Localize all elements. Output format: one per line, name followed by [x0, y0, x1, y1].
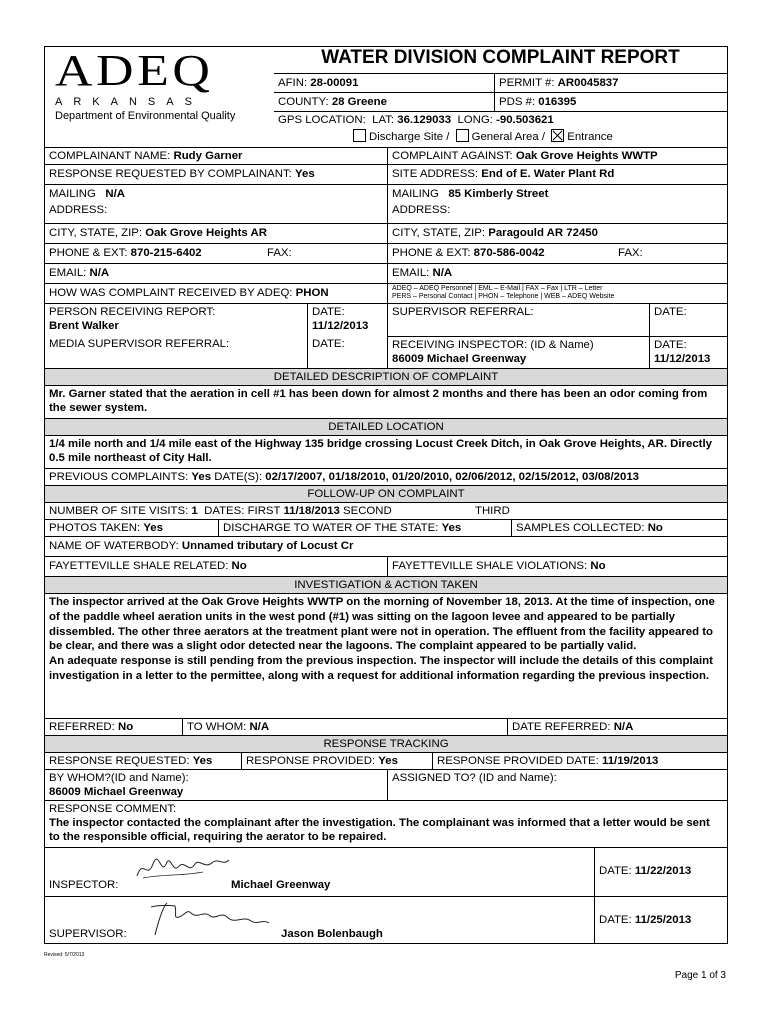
- photos-value: Yes: [143, 522, 163, 534]
- photos-label: PHOTOS TAKEN:: [49, 522, 141, 534]
- afin-value: 28-00091: [310, 77, 359, 89]
- received-row: [45, 283, 727, 303]
- assigned-to-label: ASSIGNED TO? (ID and Name):: [392, 772, 557, 784]
- revised-date: Revised: 5/7/2013: [44, 952, 85, 958]
- complainant-row: [45, 147, 727, 164]
- fax-label: FAX:: [267, 247, 292, 259]
- visits-label: NUMBER OF SITE VISITS:: [49, 505, 189, 517]
- phone-label: PHONE & EXT:: [392, 247, 471, 259]
- provided-date-value: 11/19/2013: [602, 755, 659, 767]
- response-requested-value: Yes: [192, 755, 213, 767]
- response-requested-label: RESPONSE REQUESTED BY COMPLAINANT:: [49, 168, 292, 180]
- section-title: INVESTIGATION & ACTION TAKEN: [294, 579, 478, 591]
- investigation-text-2: An adequate response is still pending from the previous inspection. The inspector will include the details of this complaint investigation in a letter to the permittee, along with a request for additional information regarding the previous inspection.: [49, 655, 713, 682]
- complainant-csz: Oak Grove Heights AR: [145, 227, 267, 239]
- waterbody-value: Unnamed tributary of Locust Cr: [181, 540, 354, 552]
- lat-value: 36.129033: [397, 114, 452, 126]
- header-info: [274, 47, 727, 147]
- shale-row: [45, 556, 727, 576]
- supervisor-referral-label: SUPERVISOR REFERRAL:: [392, 306, 534, 318]
- against-phone: 870-586-0042: [473, 247, 545, 259]
- comment-text: The inspector contacted the complainant after the investigation. The complainant was informed that a letter would be sent to the responsible official, requiring the aerator to be repaired.: [49, 817, 710, 843]
- general-area-checkbox[interactable]: [456, 129, 469, 142]
- gps-row: [274, 111, 727, 128]
- separator: /: [446, 131, 450, 143]
- date-label: DATE:: [654, 306, 687, 318]
- received-label: HOW WAS COMPLAINT RECEIVED BY ADEQ:: [49, 287, 293, 299]
- shale-value: No: [231, 560, 247, 572]
- supervisor-sign-date: 11/25/2013: [634, 914, 692, 926]
- mailing-label: MAILING: [392, 188, 439, 200]
- inspector-name: Michael Greenway: [231, 879, 331, 891]
- visits-row: [45, 502, 727, 519]
- date-label: DATE:: [312, 338, 345, 350]
- mailing-row: [45, 184, 727, 223]
- date-label: DATE:: [312, 306, 345, 318]
- location-header: [45, 418, 727, 435]
- county-label: COUNTY:: [278, 96, 329, 108]
- inspector-sign-date: 11/22/2013: [634, 865, 692, 877]
- address-label: ADDRESS:: [392, 204, 451, 216]
- previous-complaints-row: [45, 468, 727, 485]
- permit-label: PERMIT #:: [499, 77, 555, 89]
- header-block: [45, 47, 727, 147]
- fax-label: FAX:: [618, 247, 643, 259]
- received-date: 11/12/2013: [312, 320, 369, 332]
- investigation-text-1: The inspector arrived at the Oak Grove Heights WWTP on the morning of November 18, 2013. At the time of inspection, one of the paddle wheel aeration units in the west pond (#1) was sitting on the lagoon levee and appeared to be partially dissembled. The other three aerators at the treatment plant were not in operation. The effluent from the facility appeared to be clear, and there was a slight odor detected near the lagoons. The complaint appeared to be partially valid.: [49, 596, 715, 653]
- afin-label: AFIN:: [278, 77, 308, 89]
- by-whom-label: BY WHOM?(ID and Name):: [49, 772, 189, 784]
- followup-header: [45, 485, 727, 502]
- section-title: FOLLOW-UP ON COMPLAINT: [307, 488, 465, 500]
- response-provided-value: Yes: [378, 755, 398, 767]
- to-whom-value: N/A: [249, 721, 270, 733]
- page-title: WATER DIVISION COMPLAINT REPORT: [321, 47, 680, 68]
- person-receiving-label: PERSON RECEIVING REPORT:: [49, 306, 216, 318]
- referred-label: REFERRED:: [49, 721, 115, 733]
- pds-label: PDS #:: [499, 96, 536, 108]
- supervisor-signature: [145, 899, 275, 939]
- investigation-header: [45, 576, 727, 593]
- entrance-checkbox[interactable]: [551, 129, 564, 142]
- discharge-value: Yes: [441, 522, 462, 534]
- email-label: EMAIL:: [392, 267, 430, 279]
- response-requested: Yes: [295, 168, 315, 180]
- address-label: ADDRESS:: [49, 204, 108, 216]
- against-mailing: 85 Kimberly Street: [448, 188, 549, 200]
- location-row: [45, 435, 727, 468]
- section-title: DETAILED LOCATION: [328, 421, 444, 433]
- receiving-inspector-label: RECEIVING INSPECTOR: (ID & Name): [392, 339, 594, 351]
- media-row: [45, 336, 727, 368]
- violations-value: No: [590, 560, 606, 572]
- response-site-row: [45, 164, 727, 184]
- against-email: N/A: [432, 267, 453, 279]
- person-receiving: Brent Walker: [49, 320, 119, 332]
- entrance-label: Entrance: [567, 131, 613, 143]
- long-value: -90.503621: [496, 114, 554, 126]
- samples-value: No: [647, 522, 663, 534]
- referred-value: No: [118, 721, 134, 733]
- by-whom-value: 86009 Michael Greenway: [49, 786, 184, 798]
- department-name: Department of Environmental Quality: [55, 110, 236, 122]
- description-row: [45, 385, 727, 418]
- inspector-label: INSPECTOR:: [49, 879, 119, 891]
- inspector-signature-row: [45, 847, 727, 896]
- supervisor-label: SUPERVISOR:: [49, 928, 127, 940]
- visits-value: 1: [191, 505, 198, 517]
- report-form: [44, 46, 728, 944]
- date-label: DATE:: [599, 914, 632, 926]
- date-label: DATE:: [654, 339, 687, 351]
- date-label: DATE:: [599, 865, 632, 877]
- person-receiving-row: [45, 303, 727, 336]
- adeq-logo: ADEQ: [55, 46, 214, 95]
- tracking-header: [45, 735, 727, 752]
- description-header: [45, 368, 727, 385]
- description-text: Mr. Garner stated that the aeration in cell #1 has been down for almost 2 months and there has been an odor coming from the sewer system.: [49, 388, 708, 414]
- waterbody-label: NAME OF WATERBODY:: [49, 540, 179, 552]
- phone-label: PHONE & EXT:: [49, 247, 128, 259]
- section-title: RESPONSE TRACKING: [323, 738, 449, 750]
- csz-label: CITY, STATE, ZIP:: [49, 227, 143, 239]
- first-visit-date: 11/18/2013: [283, 505, 340, 517]
- permit-value: AR0045837: [557, 77, 619, 89]
- phone-row: [45, 243, 727, 263]
- receiving-inspector: 86009 Michael Greenway: [392, 353, 527, 365]
- dates-label: DATE(S):: [214, 471, 263, 483]
- to-whom-label: TO WHOM:: [187, 721, 247, 733]
- agency-logo-block: [45, 47, 274, 147]
- complainant-mailing: N/A: [105, 188, 125, 200]
- media-referral-label: MEDIA SUPERVISOR REFERRAL:: [49, 338, 230, 350]
- previous-dates: 02/17/2007, 01/18/2010, 01/20/2010, 02/06/2012, 02/15/2012, 03/08/2013: [265, 471, 639, 483]
- inspector-date: 11/12/2013: [654, 353, 711, 365]
- complainant-name-label: COMPLAINANT NAME:: [49, 150, 171, 162]
- complainant-phone: 870-215-6402: [130, 247, 202, 259]
- location-type-row: [274, 128, 727, 145]
- dates-first-label: DATES: FIRST: [204, 505, 281, 517]
- date-referred-value: N/A: [613, 721, 634, 733]
- page-number: Page 1 of 3: [674, 970, 726, 981]
- supervisor-signature-row: [45, 896, 727, 943]
- email-row: [45, 263, 727, 283]
- state-name: ARKANSAS: [55, 96, 203, 108]
- complainant-email: N/A: [89, 267, 110, 279]
- shale-label: FAYETTEVILLE SHALE RELATED:: [49, 560, 229, 572]
- referred-row: [45, 718, 727, 735]
- afin-row: [274, 73, 727, 92]
- site-address: End of E. Water Plant Rd: [481, 168, 615, 180]
- county-row: [274, 92, 727, 111]
- section-title: DETAILED DESCRIPTION OF COMPLAINT: [273, 371, 499, 383]
- mailing-label: MAILING: [49, 188, 96, 200]
- discharge-label: DISCHARGE TO WATER OF THE STATE:: [223, 522, 439, 534]
- complainant-name: Rudy Garner: [173, 150, 243, 162]
- provided-date-label: RESPONSE PROVIDED DATE:: [437, 755, 599, 767]
- complaint-against-label: COMPLAINT AGAINST:: [392, 150, 513, 162]
- email-label: EMAIL:: [49, 267, 87, 279]
- supervisor-name: Jason Bolenbaugh: [281, 928, 383, 940]
- lat-label: LAT:: [372, 114, 395, 126]
- pds-value: 016395: [538, 96, 577, 108]
- general-area-label: General Area: [471, 131, 539, 143]
- samples-label: SAMPLES COLLECTED:: [516, 522, 645, 534]
- legend-line-2: PERS – Personal Contact | PHON – Telephone | WEB – ADEQ Website: [392, 293, 615, 300]
- investigation-row: [45, 593, 727, 718]
- gps-label: GPS LOCATION:: [278, 114, 366, 126]
- response-requested-label: RESPONSE REQUESTED:: [49, 755, 190, 767]
- csz-label: CITY, STATE, ZIP:: [392, 227, 486, 239]
- previous-value: Yes: [191, 471, 212, 483]
- location-text: 1/4 mile north and 1/4 mile east of the Highway 135 bridge crossing Locust Creek Ditch, in Oak Grove Heights, AR. Directly 0.5 mile northeast of City Hall.: [49, 438, 712, 464]
- comment-label: RESPONSE COMMENT:: [49, 803, 177, 815]
- received-legend: [387, 284, 727, 303]
- second-label: SECOND: [343, 505, 392, 517]
- response-row: [45, 752, 727, 769]
- site-address-label: SITE ADDRESS:: [392, 168, 479, 180]
- long-label: LONG:: [457, 114, 493, 126]
- violations-label: FAYETTEVILLE SHALE VIOLATIONS:: [392, 560, 588, 572]
- complaint-against: Oak Grove Heights WWTP: [515, 150, 658, 162]
- inspector-signature: [133, 852, 233, 884]
- photos-row: [45, 519, 727, 536]
- csz-row: [45, 223, 727, 243]
- response-provided-label: RESPONSE PROVIDED:: [246, 755, 376, 767]
- separator: /: [541, 131, 546, 143]
- legend-line-1: ADEQ – ADEQ Personnel | EML – E-Mail | FAX – Fax | LTR – Letter: [392, 285, 603, 292]
- received-method: PHON: [295, 287, 329, 299]
- date-referred-label: DATE REFERRED:: [512, 721, 611, 733]
- comment-row: [45, 800, 727, 847]
- third-label: THIRD: [475, 505, 510, 517]
- discharge-site-checkbox[interactable]: [353, 129, 366, 142]
- previous-label: PREVIOUS COMPLAINTS:: [49, 471, 189, 483]
- bywhom-row: [45, 769, 727, 800]
- discharge-site-label: Discharge Site: [369, 131, 444, 143]
- waterbody-row: [45, 536, 727, 556]
- against-csz: Paragould AR 72450: [488, 227, 598, 239]
- county-value: 28 Greene: [331, 96, 387, 108]
